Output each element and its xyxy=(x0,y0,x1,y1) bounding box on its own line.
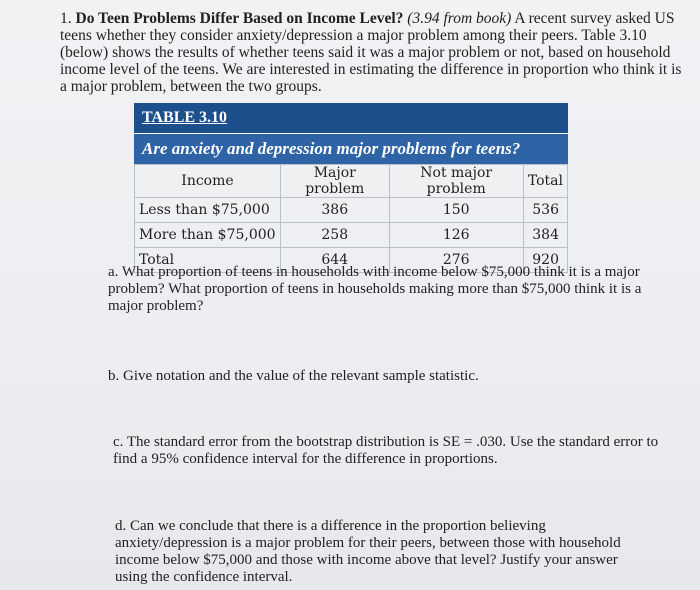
question-c: c. The standard error from the bootstrap distribution is SE = .030. Use the standard error to find a 95% confidence interval for the difference in proportions. xyxy=(113,434,659,467)
cell-total: 920 xyxy=(523,248,567,273)
table-row xyxy=(135,223,568,248)
table-label-bar xyxy=(134,103,568,134)
row-label: Total xyxy=(135,248,281,273)
row-label: Less than $75,000 xyxy=(135,198,281,223)
table-label: TABLE 3.10 xyxy=(142,109,228,126)
cell-major: 644 xyxy=(281,248,390,273)
table-3-10 xyxy=(134,103,568,273)
cell-total: 536 xyxy=(523,198,567,223)
cell-not-major: 126 xyxy=(389,223,523,248)
question-a: a. What proportion of teens in households with income below $75,000 think it is a major problem? What proportion of teens in households making more than $75,000 think it is a major problem? xyxy=(108,264,642,314)
cell-total: 384 xyxy=(523,223,567,248)
problem-statement xyxy=(60,10,690,95)
problem-number: 1. xyxy=(60,10,72,27)
table-header-row xyxy=(135,165,568,198)
question-d: d. Can we conclude that there is a difference in the proportion believing anxiety/depression is a major problem for their peers, between those with household income below $75,000 and those with income above that level? Justify your answer using the confidence interval. xyxy=(115,518,621,585)
problem-title: Do Teen Problems Differ Based on Income Level? xyxy=(75,10,404,27)
table-row xyxy=(135,198,568,223)
table-caption: Are anxiety and depression major problems for teens? xyxy=(134,134,568,164)
header-income: Income xyxy=(135,165,281,198)
row-label: More than $75,000 xyxy=(135,223,281,248)
question-b: b. Give notation and the value of the relevant sample statistic. xyxy=(108,368,479,384)
header-major-problem: Major problem xyxy=(281,165,390,198)
header-not-major-problem: Not major problem xyxy=(389,165,523,198)
cell-not-major: 150 xyxy=(389,198,523,223)
problem-body: A recent survey asked US teens whether they consider anxiety/depression a major problem among their peers. Table 3.10 (below) shows the results of whether teens said it was a major problem or not, based on household income level of the teens. We are interested in estimating the difference in proportion who think it is a major problem, between the two groups. xyxy=(60,10,682,95)
cell-major: 386 xyxy=(281,198,390,223)
cell-major: 258 xyxy=(281,223,390,248)
problem-source: (3.94 from book) xyxy=(407,10,512,27)
header-total: Total xyxy=(523,165,567,198)
cell-not-major: 276 xyxy=(389,248,523,273)
data-table xyxy=(134,164,568,273)
